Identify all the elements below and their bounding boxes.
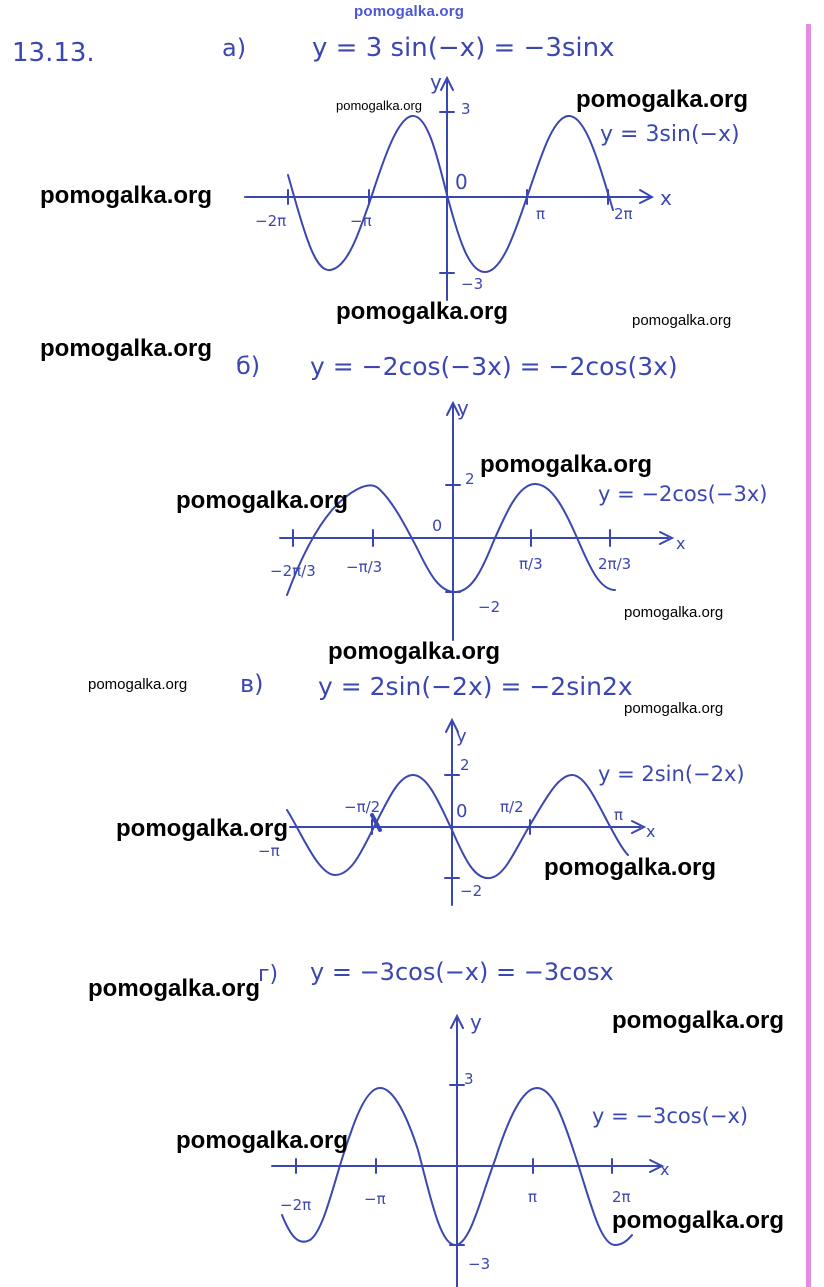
part-a-x-label: x bbox=[660, 186, 672, 210]
part-c-tick-pi: π bbox=[614, 806, 624, 824]
part-a-tick-3: 3 bbox=[461, 100, 471, 118]
watermark: pomogalka.org bbox=[632, 312, 732, 329]
part-a-y-label: y bbox=[430, 70, 442, 94]
part-c-tick-negpi2: −π/2 bbox=[344, 798, 381, 816]
part-d-tick-pi: π bbox=[528, 1188, 538, 1206]
part-c-tick-pi2: π/2 bbox=[500, 798, 524, 816]
part-c-tick-neg2: −2 bbox=[460, 882, 483, 900]
watermark: pomogalka.org bbox=[88, 676, 188, 693]
part-b-tick-pi3: π/3 bbox=[519, 555, 543, 573]
watermark: pomogalka.org bbox=[328, 638, 501, 665]
watermark: pomogalka.org bbox=[88, 975, 261, 1002]
watermark: pomogalka.org bbox=[576, 86, 749, 113]
part-b-tick-2pi3: 2π/3 bbox=[598, 555, 632, 573]
graph-a-curve bbox=[288, 116, 613, 272]
watermark: pomogalka.org bbox=[480, 451, 653, 478]
part-d-curve-label: y = −3cos(−x) bbox=[592, 1104, 749, 1128]
watermark: pomogalka.org bbox=[116, 815, 289, 842]
watermark: pomogalka.org bbox=[612, 1207, 785, 1234]
part-b-origin: 0 bbox=[432, 516, 443, 535]
part-c-y-label: y bbox=[456, 726, 467, 747]
watermark: pomogalka.org bbox=[336, 98, 422, 113]
part-c-origin: 0 bbox=[456, 801, 468, 822]
part-c-tick-2: 2 bbox=[460, 756, 470, 774]
part-a-curve-label: y = 3sin(−x) bbox=[600, 122, 740, 147]
part-c-x-label: x bbox=[646, 822, 656, 841]
part-b-curve-label: y = −2cos(−3x) bbox=[598, 482, 768, 506]
part-d-tick-negpi: −π bbox=[364, 1190, 386, 1208]
part-d-equation: y = −3cos(−x) = −3cosx bbox=[310, 958, 614, 986]
part-b-tick-negpi3: −π/3 bbox=[346, 558, 383, 576]
watermark: pomogalka.org bbox=[624, 604, 724, 621]
part-d-x-label: x bbox=[660, 1160, 670, 1179]
part-b-tick-2: 2 bbox=[465, 470, 475, 488]
part-a-tick-neg3: −3 bbox=[461, 275, 484, 293]
part-b-label: б) bbox=[236, 352, 261, 380]
part-d-tick-neg3: −3 bbox=[468, 1255, 491, 1273]
part-d-tick-2pi: 2π bbox=[612, 1188, 631, 1206]
part-b-x-label: x bbox=[676, 534, 686, 553]
part-b-tick-neg2: −2 bbox=[478, 598, 501, 616]
part-c-equation: y = 2sin(−2x) = −2sin2x bbox=[318, 672, 633, 701]
part-c-curve-label: y = 2sin(−2x) bbox=[598, 762, 745, 786]
part-a-label: a) bbox=[222, 34, 247, 62]
part-d-tick-neg2pi: −2π bbox=[280, 1196, 312, 1214]
graph-b bbox=[280, 403, 672, 640]
part-b-y-label: y bbox=[457, 396, 469, 420]
part-a-origin: 0 bbox=[455, 170, 468, 194]
part-c-label: в) bbox=[240, 670, 264, 698]
part-a-tick-negpi: −π bbox=[350, 212, 372, 230]
watermark: pomogalka.org bbox=[336, 298, 509, 325]
part-b-equation: y = −2cos(−3x) = −2cos(3x) bbox=[310, 352, 678, 381]
part-c-tick-negpi: −π bbox=[258, 842, 280, 860]
watermark: pomogalka.org bbox=[40, 182, 213, 209]
part-a-tick-neg2pi: −2π bbox=[255, 212, 287, 230]
part-d-y-label: y bbox=[470, 1010, 482, 1034]
watermark: pomogalka.org bbox=[544, 854, 717, 881]
problem-number: 13.13. bbox=[12, 38, 95, 68]
watermark: pomogalka.org bbox=[176, 1127, 349, 1154]
part-b-tick-neg2pi3: −2π/3 bbox=[270, 562, 316, 580]
watermark: pomogalka.org bbox=[176, 487, 349, 514]
part-a-equation: y = 3 sin(−x) = −3sinx bbox=[312, 33, 615, 63]
part-d-label: г) bbox=[258, 962, 279, 987]
part-a-tick-pi: π bbox=[536, 205, 546, 223]
part-d-tick-3: 3 bbox=[464, 1070, 474, 1088]
part-a-tick-2pi: 2π bbox=[614, 205, 633, 223]
watermark-top: pomogalka.org bbox=[354, 3, 465, 20]
watermark: pomogalka.org bbox=[612, 1007, 785, 1034]
watermark: pomogalka.org bbox=[624, 700, 724, 717]
watermark: pomogalka.org bbox=[40, 335, 213, 362]
